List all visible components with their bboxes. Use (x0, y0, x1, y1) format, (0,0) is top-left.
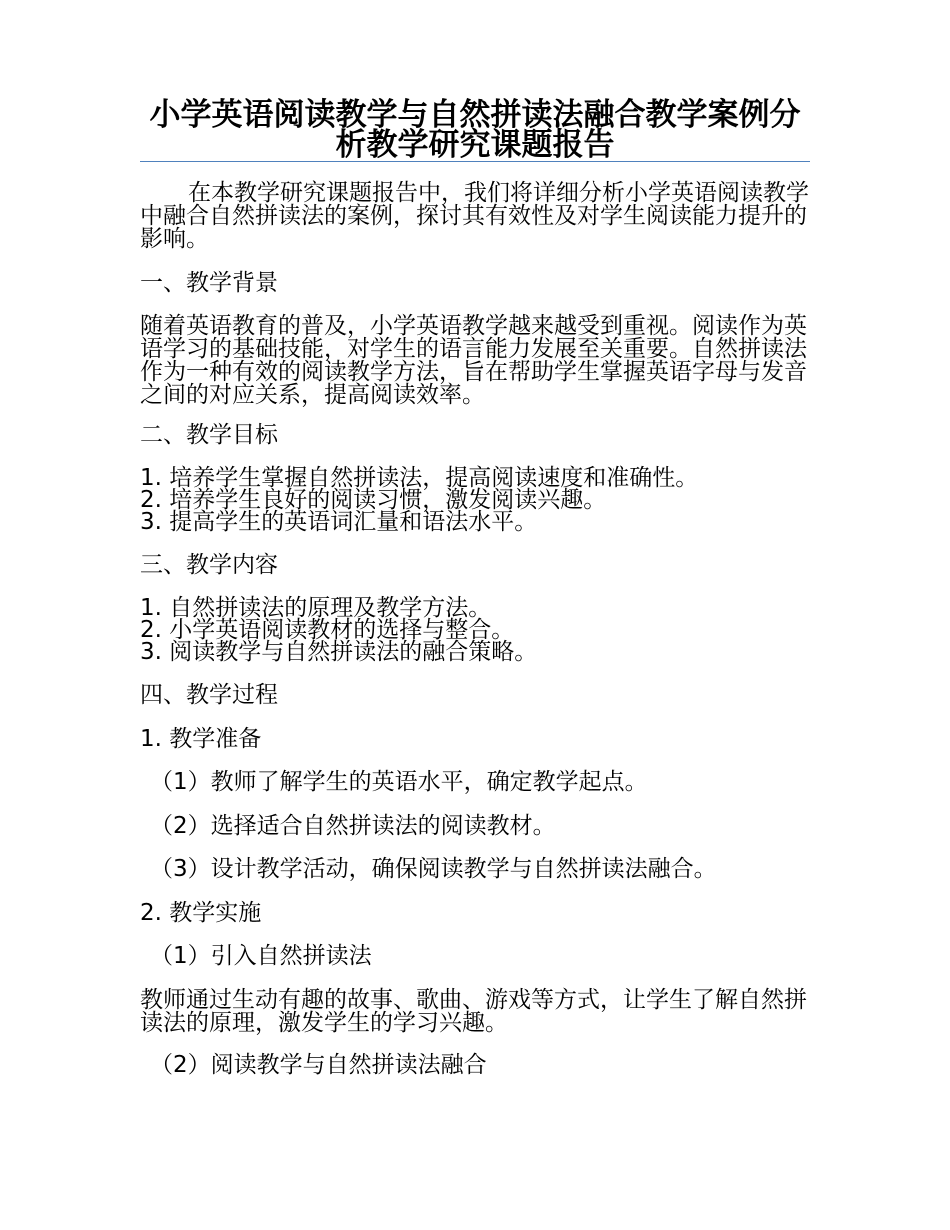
impl-step2-heading: （2）阅读教学与自然拼读法融合 (150, 1052, 487, 1078)
impl-step1-paragraph: 教师通过生动有趣的故事、歌曲、游戏等方式，让学生了解自然拼读法的原理，激发学生的学习兴趣。 (140, 987, 807, 1036)
prep-item-2: （2）选择适合自然拼读法的阅读教材。 (150, 813, 556, 839)
background-paragraph: 随着英语教育的普及，小学英语教学越来越受到重视。阅读作为英语学习的基础技能，对学生的语言能力发展至关重要。自然拼读法作为一种有效的阅读教学方法，旨在帮助学生掌握英语字母与发音之间的对应关系，提高阅读效率。 (140, 313, 807, 408)
prep-item-1: （1）教师了解学生的英语水平，确定教学起点。 (150, 769, 648, 795)
goals-item-1: 1. 培养学生掌握自然拼读法，提高阅读速度和准确性。 (140, 465, 699, 491)
section-heading-background: 一、教学背景 (140, 270, 278, 296)
content-item-1: 1. 自然拼读法的原理及教学方法。 (140, 595, 492, 621)
content-item-3: 3. 阅读教学与自然拼读法的融合策略。 (140, 639, 538, 665)
section-heading-content: 三、教学内容 (140, 552, 278, 578)
goals-item-2: 2. 培养学生良好的阅读习惯，激发阅读兴趣。 (140, 487, 607, 513)
prep-item-3: （3）设计教学活动，确保阅读教学与自然拼读法融合。 (150, 856, 717, 882)
section-heading-goals: 二、教学目标 (140, 422, 278, 448)
process-prep-heading: 1. 教学准备 (140, 726, 262, 752)
section-heading-process: 四、教学过程 (140, 682, 278, 708)
intro-paragraph: 在本教学研究课题报告中，我们将详细分析小学英语阅读教学中融合自然拼读法的案例，探讨其有效性及对学生阅读能力提升的影响。 (140, 180, 809, 252)
content-item-2: 2. 小学英语阅读教材的选择与整合。 (140, 617, 515, 643)
goals-item-3: 3. 提高学生的英语词汇量和语法水平。 (140, 509, 538, 535)
title-underline (140, 161, 810, 162)
document-title: 小学英语阅读教学与自然拼读法融合教学案例分析教学研究课题报告 (149, 97, 801, 163)
impl-step1-heading: （1）引入自然拼读法 (150, 943, 372, 969)
process-impl-heading: 2. 教学实施 (140, 900, 262, 926)
